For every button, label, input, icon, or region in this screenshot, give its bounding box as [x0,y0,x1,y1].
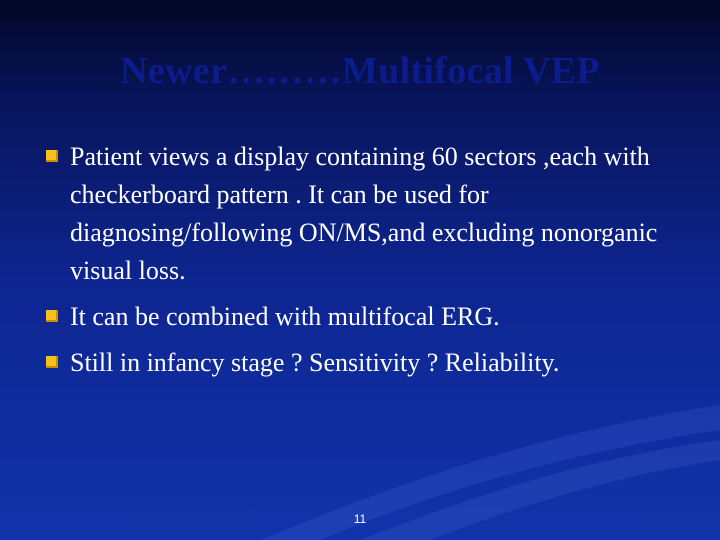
bullet-text: Patient views a display containing 60 sectors ,each with checkerboard pattern . It can be used for diagnosing/following ON/MS,and excluding nonorganic visual loss. [70,142,658,285]
slide-title: Newer………Multifocal VEP [120,50,600,92]
bullet-item [44,298,664,336]
bullet-item [44,344,664,382]
bullet-text: Still in infancy stage ? Sensitivity ? Reliability. [70,348,560,377]
page-number: 11 [353,512,367,526]
square-bullet-icon [46,150,58,162]
square-bullet-icon [46,310,58,322]
bullet-text: It can be combined with multifocal ERG. [70,302,500,331]
bullet-list [44,138,664,390]
bullet-item [44,138,664,290]
square-bullet-icon [46,356,58,368]
